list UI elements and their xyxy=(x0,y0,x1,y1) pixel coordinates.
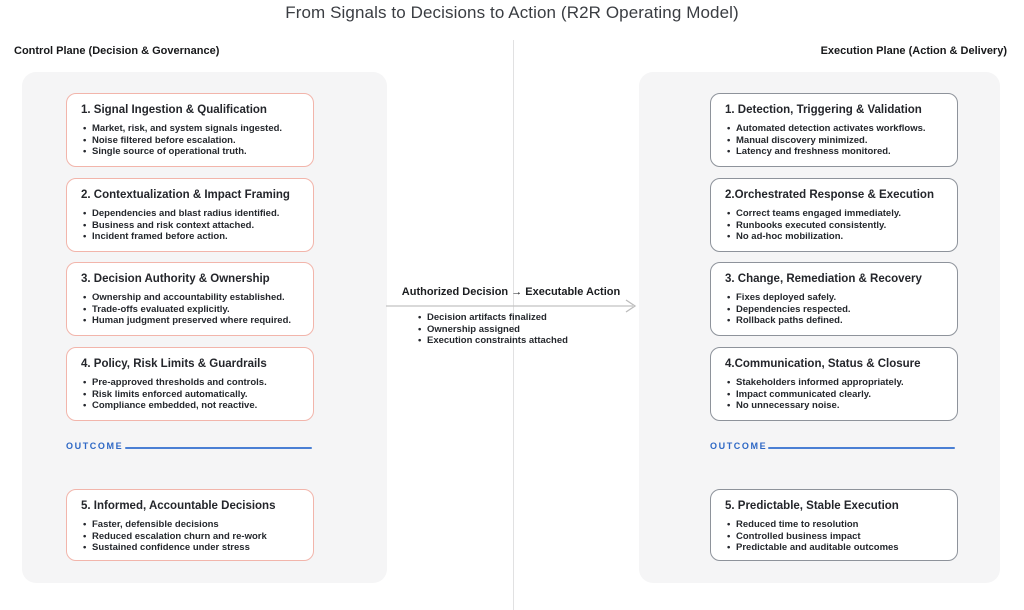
stage-bullet-list xyxy=(81,208,303,243)
stage-bullet: • Single source of operational truth. xyxy=(81,146,303,158)
control-box-decision-authority xyxy=(66,262,314,336)
stage-box-title: 2. Contextualization & Impact Framing xyxy=(81,189,290,201)
stage-bullet-list xyxy=(725,377,947,412)
stage-bullet-list xyxy=(81,123,303,158)
outcome-label: OUTCOME xyxy=(66,441,124,451)
control-box-outcome-decisions xyxy=(66,489,314,561)
diagram-title: From Signals to Decisions to Action (R2R Operating Model) xyxy=(285,3,739,22)
outcome-underline xyxy=(768,447,955,449)
execution-outcome-row xyxy=(639,441,1000,453)
stage-bullet: • Compliance embedded, not reactive. xyxy=(81,400,303,412)
stage-bullet: • Noise filtered before escalation. xyxy=(81,135,303,147)
control-box-signal-ingestion xyxy=(66,93,314,167)
control-plane-panel xyxy=(22,72,387,583)
outcome-underline xyxy=(125,447,312,449)
handoff-arrow-label: Authorized Decision → Executable Action xyxy=(401,286,621,298)
control-outcome-row xyxy=(22,441,387,453)
stage-box-title: 1. Signal Ingestion & Qualification xyxy=(81,104,267,116)
stage-bullet: • Dependencies respected. xyxy=(725,304,947,316)
stage-bullet: • Runbooks executed consistently. xyxy=(725,220,947,232)
stage-bullet-list xyxy=(725,519,947,554)
stage-bullet: • Ownership and accountability established. xyxy=(81,292,303,304)
execution-box-orchestrated-response xyxy=(710,178,958,252)
control-plane-label: Control Plane (Decision & Governance) xyxy=(14,45,220,57)
stage-bullet: • Incident framed before action. xyxy=(81,231,303,243)
execution-box-outcome-stable-execution xyxy=(710,489,958,561)
handoff-bullet: • Decision artifacts finalized xyxy=(416,312,568,324)
stage-box-title: 2.Orchestrated Response & Execution xyxy=(725,189,934,201)
stage-box-title: 3. Change, Remediation & Recovery xyxy=(725,273,922,285)
stage-bullet-list xyxy=(81,377,303,412)
execution-plane-label: Execution Plane (Action & Delivery) xyxy=(820,45,1007,57)
stage-box-title: 1. Detection, Triggering & Validation xyxy=(725,104,922,116)
stage-bullet: • Latency and freshness monitored. xyxy=(725,146,947,158)
control-box-contextualization xyxy=(66,178,314,252)
handoff-bullet: • Ownership assigned xyxy=(416,324,568,336)
stage-bullet: • Rollback paths defined. xyxy=(725,315,947,327)
stage-box-title: 5. Informed, Accountable Decisions xyxy=(81,500,276,512)
stage-bullet-list xyxy=(81,292,303,327)
control-box-policy-guardrails xyxy=(66,347,314,421)
stage-bullet: • No ad-hoc mobilization. xyxy=(725,231,947,243)
handoff-bullet-list xyxy=(416,312,568,347)
stage-bullet: • Faster, defensible decisions xyxy=(81,519,303,531)
stage-bullet: • Risk limits enforced automatically. xyxy=(81,389,303,401)
stage-bullet: • Manual discovery minimized. xyxy=(725,135,947,147)
stage-bullet: • Fixes deployed safely. xyxy=(725,292,947,304)
stage-box-title: 5. Predictable, Stable Execution xyxy=(725,500,899,512)
execution-plane-panel xyxy=(639,72,1000,583)
stage-bullet: • No unnecessary noise. xyxy=(725,400,947,412)
stage-bullet: • Reduced escalation churn and re-work xyxy=(81,531,303,543)
stage-bullet: • Automated detection activates workflows. xyxy=(725,123,947,135)
stage-bullet: • Market, risk, and system signals ingested. xyxy=(81,123,303,135)
stage-bullet: • Correct teams engaged immediately. xyxy=(725,208,947,220)
stage-bullet: • Reduced time to resolution xyxy=(725,519,947,531)
stage-bullet-list xyxy=(725,208,947,243)
stage-box-title: 3. Decision Authority & Ownership xyxy=(81,273,270,285)
stage-bullet: • Stakeholders informed appropriately. xyxy=(725,377,947,389)
stage-bullet: • Predictable and auditable outcomes xyxy=(725,542,947,554)
execution-box-detection xyxy=(710,93,958,167)
stage-bullet-list xyxy=(81,519,303,554)
stage-bullet: • Sustained confidence under stress xyxy=(81,542,303,554)
stage-bullet: • Human judgment preserved where required. xyxy=(81,315,303,327)
stage-bullet: • Business and risk context attached. xyxy=(81,220,303,232)
execution-box-change-remediation xyxy=(710,262,958,336)
handoff-bullet: • Execution constraints attached xyxy=(416,335,568,347)
stage-box-title: 4. Policy, Risk Limits & Guardrails xyxy=(81,358,267,370)
stage-box-title: 4.Communication, Status & Closure xyxy=(725,358,921,370)
execution-box-communication-closure xyxy=(710,347,958,421)
stage-bullet: • Impact communicated clearly. xyxy=(725,389,947,401)
stage-bullet-list xyxy=(725,123,947,158)
stage-bullet: • Trade-offs evaluated explicitly. xyxy=(81,304,303,316)
stage-bullet: • Pre-approved thresholds and controls. xyxy=(81,377,303,389)
stage-bullet-list xyxy=(725,292,947,327)
outcome-label: OUTCOME xyxy=(710,441,768,451)
stage-bullet: • Dependencies and blast radius identified. xyxy=(81,208,303,220)
stage-bullet: • Controlled business impact xyxy=(725,531,947,543)
